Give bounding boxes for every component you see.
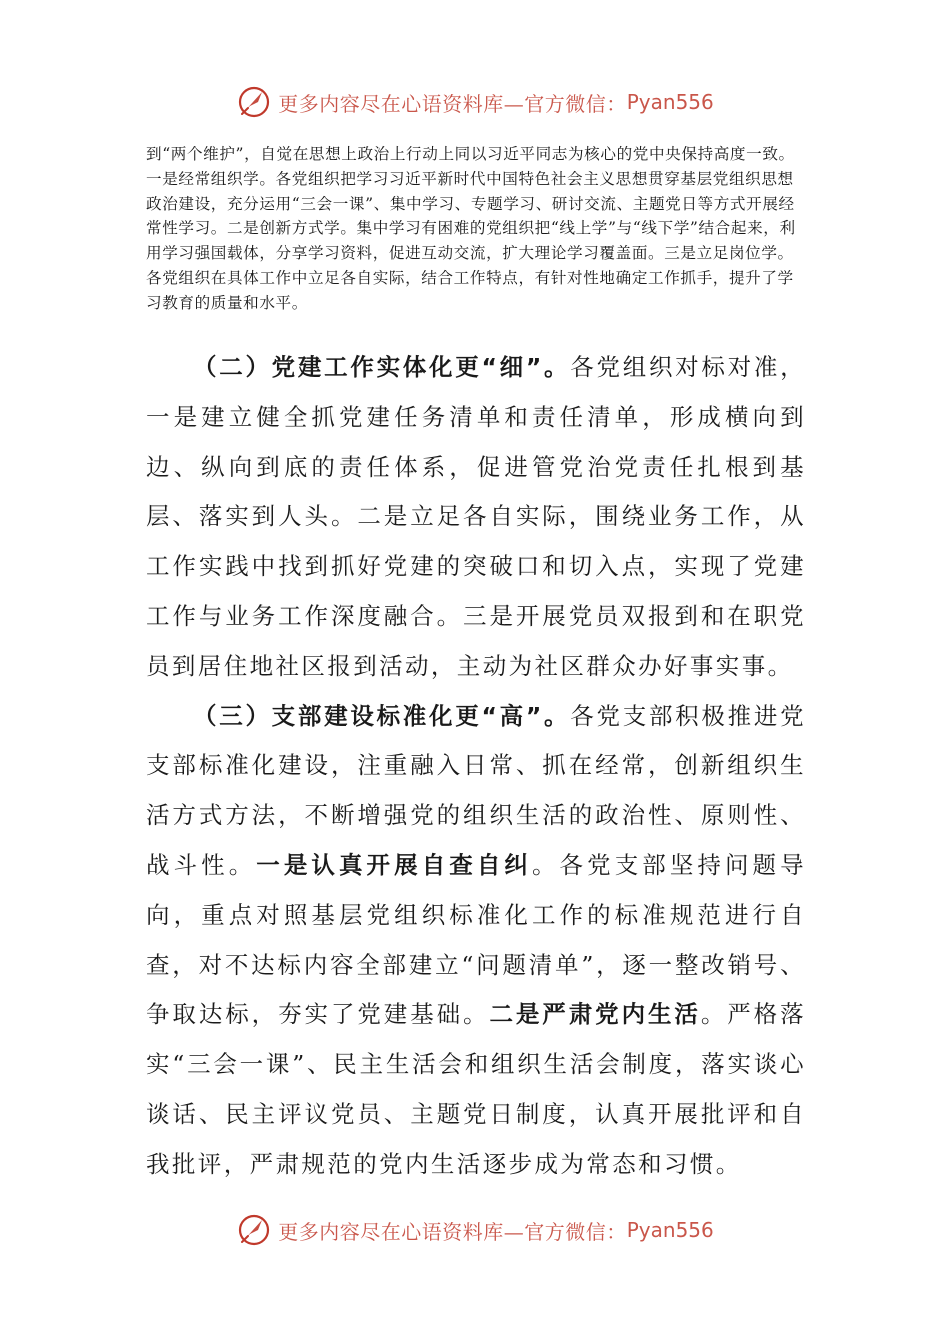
intro-paragraph: 到“两个维护”，自觉在思想上政治上行动上同以习近平同志为核心的党中央保持高度一致。一是经常组织学。各党组织把学习习近平新时代中国特色社会主义思想贯穿基层党组织思想政治建设，充分运用“三会一课”、集中学习、专题学习、研讨交流、主题党日等方式开展经常性学习。二是创新方式学。集中学习有困难的党组织把“线上学”与“线下学”结合起来，利用学习强国载体，分享学习资料，促进互动交流，扩大理论学习覆盖面。三是立足岗位学。各党组织在具体工作中立足各自实际，结合工作特点，有针对性地确定工作抓手，提升了学习教育的质量和水平。 — [146, 145, 796, 312]
intro-paragraph-block — [146, 142, 806, 316]
section-2-paragraph — [146, 343, 806, 692]
footer-watermark — [0, 1210, 950, 1250]
watermark-text: 更多内容尽在心语资料库—官方微信： — [278, 1219, 627, 1244]
section-3-text-3: 。严格落实“三会一课”、民主生活会和组织生活会制度，落实谈心谈话、民主评议党员、主题党日制度，认真开展批评和自我批评，严肃规范的党内生活逐步成为常态和习惯。 — [146, 1000, 807, 1178]
watermark-wechat-id: Pyan556 — [626, 1218, 714, 1242]
watermark-text: 更多内容尽在心语资料库—官方微信： — [278, 91, 627, 116]
quill-logo-icon — [236, 84, 272, 120]
section-3-heading: （三）支部建设标准化更“高”。 — [193, 701, 571, 730]
section-3-point-2: 二是严肃党内生活 — [489, 1000, 701, 1029]
section-2-heading: （二）党建工作实体化更“细”。 — [193, 353, 571, 381]
quill-logo-icon — [236, 1212, 272, 1248]
body-content — [146, 343, 806, 1190]
watermark-wechat-id: Pyan556 — [626, 90, 714, 114]
header-watermark — [0, 82, 950, 122]
section-3-point-1: 一是认真开展自查自纠 — [256, 850, 532, 879]
section-2-text: 各党组织对标对准，一是建立健全抓党建任务清单和责任清单，形成横向到边、纵向到底的责任体系，促进管党治党责任扎根到基层、落实到人头。二是立足各自实际，围绕业务工作，从工作实践中找到抓好党建的突破口和切入点，实现了党建工作与业务工作深度融合。三是开展党员双报到和在职党员到居住地社区报到活动，主动为社区群众办好事实事。 — [146, 353, 806, 680]
section-3-paragraph — [146, 692, 806, 1190]
section-3-text-1: 各党支部积极推进党支部标准化建设，注重融入日常、抓在经常，创新组织生活方式方法，不断增强党的组织生活的政治性、原则性、战斗性。 — [146, 701, 806, 879]
section-3-text-2: 。各党支部坚持问题导向，重点对照基层党组织标准化工作的标准规范进行自查，对不达标内容全部建立“问题清单”，逐一整改销号、争取达标，夯实了党建基础。 — [146, 850, 807, 1029]
